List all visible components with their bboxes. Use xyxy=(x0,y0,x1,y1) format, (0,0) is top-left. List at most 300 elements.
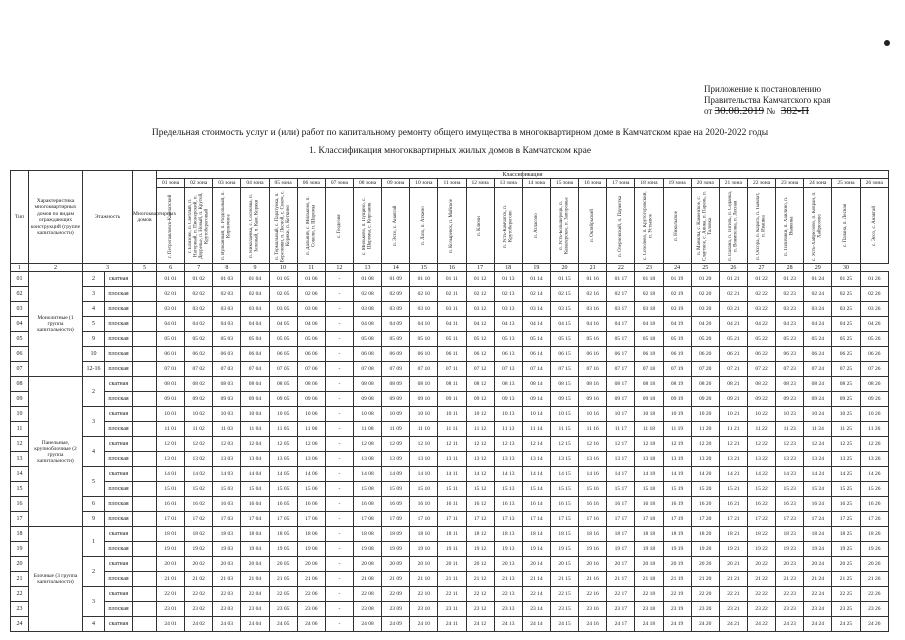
class-code: 01 16 xyxy=(579,272,607,287)
zone-places-7 xyxy=(325,188,353,264)
class-code: 24 06 xyxy=(297,617,325,632)
class-code: 04 19 xyxy=(663,317,691,332)
row-mkd-count xyxy=(133,527,157,542)
class-code: 05 10 xyxy=(410,332,438,347)
class-code: 01 06 xyxy=(297,272,325,287)
class-code: 03 05 xyxy=(269,302,297,317)
class-code: 19 25 xyxy=(832,542,860,557)
class-code: 14 01 xyxy=(157,467,185,482)
row-number: 10 xyxy=(11,407,29,422)
class-code: 13 19 xyxy=(663,452,691,467)
class-code: 19 13 xyxy=(494,542,522,557)
class-code: 16 01 xyxy=(157,497,185,512)
class-code: 06 01 xyxy=(157,347,185,362)
class-code: 18 20 xyxy=(691,527,719,542)
zone-places-6 xyxy=(297,188,325,264)
row-roof-kind: плоская xyxy=(105,572,133,587)
class-code: 10 13 xyxy=(494,407,522,422)
table-row xyxy=(11,482,889,497)
row-number: 18 xyxy=(11,527,29,542)
class-code: 11 18 xyxy=(635,422,663,437)
class-code: 08 02 xyxy=(185,377,213,392)
row-floors: 5 xyxy=(83,317,105,332)
class-code: 20 17 xyxy=(607,557,635,572)
class-code: 16 11 xyxy=(438,497,466,512)
class-code: 15 05 xyxy=(269,482,297,497)
class-code: 20 09 xyxy=(382,557,410,572)
class-code: 18 13 xyxy=(494,527,522,542)
class-code: 03 04 xyxy=(241,302,269,317)
header-characteristic xyxy=(29,171,83,264)
class-code: 01 24 xyxy=(804,272,832,287)
class-code: 17 05 xyxy=(269,512,297,527)
class-code: 12 01 xyxy=(157,437,185,452)
class-code: 22 05 xyxy=(269,587,297,602)
class-code: 18 25 xyxy=(832,527,860,542)
class-code: - xyxy=(325,302,353,317)
zone-places-8 xyxy=(353,188,381,264)
class-code: 03 24 xyxy=(804,302,832,317)
class-code: 03 19 xyxy=(663,302,691,317)
row-roof-kind: плоская xyxy=(105,422,133,437)
class-code: 20 15 xyxy=(550,557,578,572)
class-code: 19 01 xyxy=(157,542,185,557)
class-code: 09 08 xyxy=(353,392,381,407)
class-code: 03 26 xyxy=(860,302,888,317)
zone-header-5: 05 зона xyxy=(269,179,297,188)
class-code: - xyxy=(325,437,353,452)
class-code: 03 13 xyxy=(494,302,522,317)
class-code: 10 01 xyxy=(157,407,185,422)
class-code: 08 15 xyxy=(550,377,578,392)
class-code: 23 23 xyxy=(776,602,804,617)
class-code: 23 08 xyxy=(353,602,381,617)
class-code: 16 20 xyxy=(691,497,719,512)
class-code: 02 09 xyxy=(382,287,410,302)
class-code: 09 09 xyxy=(382,392,410,407)
row-roof-kind: плоская xyxy=(105,302,133,317)
class-code: 23 10 xyxy=(410,602,438,617)
class-code: 23 25 xyxy=(832,602,860,617)
zone-places-label: г. Елизово, п. Светлый, п. Нагорный, п. Пионерский, п. Двуречье, п. Новый, п. Крутой, Крутобереговый xyxy=(187,192,210,259)
class-code: 21 03 xyxy=(213,572,241,587)
zone-places-label: п. Тиличики, п. Хаилино, п. Вывенка xyxy=(784,195,795,256)
zone-header-14: 14 зона xyxy=(522,179,550,188)
class-code: 16 03 xyxy=(213,497,241,512)
row-roof-kind: плоская xyxy=(105,332,133,347)
class-code: 15 17 xyxy=(607,482,635,497)
class-code: 12 18 xyxy=(635,437,663,452)
zone-header-24: 24 зона xyxy=(804,179,832,188)
class-code: 22 18 xyxy=(635,587,663,602)
zone-header-19: 19 зона xyxy=(663,179,691,188)
class-code: 08 13 xyxy=(494,377,522,392)
class-code: 07 08 xyxy=(353,362,381,377)
class-code: 15 11 xyxy=(438,482,466,497)
row-roof-kind: плоская xyxy=(105,452,133,467)
zone-places-25 xyxy=(832,188,860,264)
column-number: 7 xyxy=(185,264,213,272)
class-code: 17 24 xyxy=(804,512,832,527)
class-code: 06 13 xyxy=(494,347,522,362)
row-mkd-count xyxy=(133,602,157,617)
class-code: 09 23 xyxy=(776,392,804,407)
zone-places-label: с. Палана, п. Лесная xyxy=(843,204,849,247)
class-code: 13 15 xyxy=(550,452,578,467)
class-code: 08 19 xyxy=(663,377,691,392)
row-number: 05 xyxy=(11,332,29,347)
class-code: 16 13 xyxy=(494,497,522,512)
class-code: 08 04 xyxy=(241,377,269,392)
zone-places-label: с. Мильково, п. Пущино, с. Шаромы, с. Кирганик xyxy=(362,196,373,255)
class-code: 08 03 xyxy=(213,377,241,392)
class-code: 19 20 xyxy=(691,542,719,557)
class-code: 13 05 xyxy=(269,452,297,467)
row-number: 24 xyxy=(11,617,29,632)
class-code: 03 21 xyxy=(719,302,747,317)
class-code: 16 19 xyxy=(663,497,691,512)
class-code: 12 24 xyxy=(804,437,832,452)
row-floors: 2 xyxy=(83,377,105,407)
class-code: 12 05 xyxy=(269,437,297,452)
class-code: 17 23 xyxy=(776,512,804,527)
class-code: 09 02 xyxy=(185,392,213,407)
class-code: 03 01 xyxy=(157,302,185,317)
appendix-block xyxy=(704,84,889,117)
class-code: 04 08 xyxy=(353,317,381,332)
row-floors: 3 xyxy=(83,287,105,302)
class-code: 07 12 xyxy=(466,362,494,377)
class-code: 24 23 xyxy=(776,617,804,632)
class-code: 14 17 xyxy=(607,467,635,482)
row-number: 01 xyxy=(11,272,29,287)
class-code: 08 24 xyxy=(804,377,832,392)
class-code: 21 05 xyxy=(269,572,297,587)
class-code: 11 11 xyxy=(438,422,466,437)
class-code: 17 13 xyxy=(494,512,522,527)
row-mkd-count xyxy=(133,617,157,632)
zone-header-12: 12 зона xyxy=(466,179,494,188)
class-code: 02 08 xyxy=(353,287,381,302)
class-code: 17 14 xyxy=(522,512,550,527)
class-code: 08 23 xyxy=(776,377,804,392)
class-code: 09 24 xyxy=(804,392,832,407)
class-code: 14 05 xyxy=(269,467,297,482)
class-code: 01 14 xyxy=(522,272,550,287)
class-code: 13 21 xyxy=(719,452,747,467)
class-code: 22 11 xyxy=(438,587,466,602)
row-roof-kind: скатная xyxy=(105,557,133,572)
class-code: 21 02 xyxy=(185,572,213,587)
class-code: 03 15 xyxy=(550,302,578,317)
row-roof-kind: плоская xyxy=(105,287,133,302)
class-code: 01 22 xyxy=(747,272,775,287)
class-code: 06 25 xyxy=(832,347,860,362)
class-code: 18 11 xyxy=(438,527,466,542)
class-code: 04 03 xyxy=(213,317,241,332)
zone-places-label: п. Вулканный, п. Раздольный, п. Кирпичное xyxy=(221,191,232,260)
zone-places-label: п. Ключи xyxy=(477,215,483,236)
class-code: 11 16 xyxy=(579,422,607,437)
zone-places-15 xyxy=(550,188,578,264)
class-code: 17 21 xyxy=(719,512,747,527)
row-roof-kind: плоская xyxy=(105,362,133,377)
class-code: 05 20 xyxy=(691,332,719,347)
class-code: 16 18 xyxy=(635,497,663,512)
class-code: 13 17 xyxy=(607,452,635,467)
class-code: 04 26 xyxy=(860,317,888,332)
class-code: 03 20 xyxy=(691,302,719,317)
class-code: 14 21 xyxy=(719,467,747,482)
classification-table xyxy=(10,170,889,632)
zone-places-2 xyxy=(185,188,213,264)
row-mkd-count xyxy=(133,347,157,362)
class-code: 13 22 xyxy=(747,452,775,467)
class-code: 24 12 xyxy=(466,617,494,632)
class-code: 22 01 xyxy=(157,587,185,602)
zone-header-13: 13 зона xyxy=(494,179,522,188)
class-code: - xyxy=(325,362,353,377)
class-code: 10 25 xyxy=(832,407,860,422)
class-code: 10 19 xyxy=(663,407,691,422)
class-code: 07 04 xyxy=(241,362,269,377)
class-code: 22 10 xyxy=(410,587,438,602)
row-group-type-label: Монолитные (1 группа капитальности) xyxy=(37,315,74,333)
table-row xyxy=(11,407,889,422)
row-number: 02 xyxy=(11,287,29,302)
class-code: 05 01 xyxy=(157,332,185,347)
class-code: 12 08 xyxy=(353,437,381,452)
class-code: 18 01 xyxy=(157,527,185,542)
class-code: 23 17 xyxy=(607,602,635,617)
class-code: 18 14 xyxy=(522,527,550,542)
class-code: 07 10 xyxy=(410,362,438,377)
class-code: 02 01 xyxy=(157,287,185,302)
class-code: 02 10 xyxy=(410,287,438,302)
class-code: 03 03 xyxy=(213,302,241,317)
zone-places-label: с. Соболево, п. Крутогоровский, п. Устьевое xyxy=(643,191,654,260)
class-code: 02 23 xyxy=(776,287,804,302)
row-floors: 5 xyxy=(83,467,105,497)
class-code: 01 09 xyxy=(382,272,410,287)
header-mkd-label: Многоквартирных домов xyxy=(133,210,177,223)
class-code: 15 25 xyxy=(832,482,860,497)
scan-dot xyxy=(884,40,890,46)
zone-places-26 xyxy=(860,188,888,264)
class-code: 20 04 xyxy=(241,557,269,572)
class-code: 19 09 xyxy=(382,542,410,557)
class-code: 17 01 xyxy=(157,512,185,527)
class-code: 21 09 xyxy=(382,572,410,587)
class-code: 23 02 xyxy=(185,602,213,617)
class-code: 12 14 xyxy=(522,437,550,452)
class-code: 23 09 xyxy=(382,602,410,617)
class-code: 05 14 xyxy=(522,332,550,347)
class-code: 04 04 xyxy=(241,317,269,332)
class-code: 12 25 xyxy=(832,437,860,452)
class-code: 06 17 xyxy=(607,347,635,362)
column-number: 25 xyxy=(691,264,719,272)
class-code: 02 02 xyxy=(185,287,213,302)
class-code: 15 12 xyxy=(466,482,494,497)
class-code: 02 18 xyxy=(635,287,663,302)
class-code: 09 14 xyxy=(522,392,550,407)
class-code: 11 14 xyxy=(522,422,550,437)
class-code: 09 17 xyxy=(607,392,635,407)
row-floors: 3 xyxy=(83,587,105,617)
class-code: 17 15 xyxy=(550,512,578,527)
column-number: 29 xyxy=(804,264,832,272)
class-code: 15 16 xyxy=(579,482,607,497)
column-number: 16 xyxy=(438,264,466,272)
class-code: 08 21 xyxy=(719,377,747,392)
row-number: 16 xyxy=(11,497,29,512)
appendix-from: от xyxy=(704,106,713,116)
class-code: 11 06 xyxy=(297,422,325,437)
row-mkd-count xyxy=(133,497,157,512)
row-number: 22 xyxy=(11,587,29,602)
class-code: 09 16 xyxy=(579,392,607,407)
class-code: 02 20 xyxy=(691,287,719,302)
class-code: 05 11 xyxy=(438,332,466,347)
zone-places-label: п. Никольское xyxy=(674,210,680,241)
row-roof-kind: плоская xyxy=(105,347,133,362)
document-title: Предельная стоимость услуг и (или) работ по капитальному ремонту общего имущества в многоквартирном доме в Камчатском крае на 2020-2022 годы xyxy=(151,128,769,138)
class-code: 10 11 xyxy=(438,407,466,422)
class-code: 08 01 xyxy=(157,377,185,392)
class-code: 11 19 xyxy=(663,422,691,437)
class-code: 23 22 xyxy=(747,602,775,617)
row-roof-kind: плоская xyxy=(105,317,133,332)
class-code: 23 12 xyxy=(466,602,494,617)
class-code: 03 22 xyxy=(747,302,775,317)
class-code: 12 12 xyxy=(466,437,494,452)
class-code: 15 23 xyxy=(776,482,804,497)
class-code: 14 02 xyxy=(185,467,213,482)
class-code: 11 21 xyxy=(719,422,747,437)
class-code: 13 25 xyxy=(832,452,860,467)
class-code: 18 18 xyxy=(635,527,663,542)
column-number: 15 xyxy=(410,264,438,272)
class-code: 16 25 xyxy=(832,497,860,512)
zone-places-label: п. Усть-Большерецк, п. Кавалерское, п. Запорожье xyxy=(559,197,570,254)
class-code: 24 11 xyxy=(438,617,466,632)
column-number: 12 xyxy=(325,264,353,272)
row-roof-kind: плоская xyxy=(105,482,133,497)
class-code: 11 15 xyxy=(550,422,578,437)
class-code: 17 12 xyxy=(466,512,494,527)
class-code: 13 09 xyxy=(382,452,410,467)
class-code: 08 11 xyxy=(438,377,466,392)
class-code: 17 22 xyxy=(747,512,775,527)
class-code: 01 11 xyxy=(438,272,466,287)
class-code: 18 24 xyxy=(804,527,832,542)
class-code: 06 06 xyxy=(297,347,325,362)
class-code: 05 02 xyxy=(185,332,213,347)
class-code: 15 01 xyxy=(157,482,185,497)
class-code: 18 02 xyxy=(185,527,213,542)
class-code: 12 22 xyxy=(747,437,775,452)
class-code: 17 09 xyxy=(382,512,410,527)
class-code: 12 03 xyxy=(213,437,241,452)
class-code: - xyxy=(325,467,353,482)
class-code: 21 19 xyxy=(663,572,691,587)
class-code: 20 21 xyxy=(719,557,747,572)
class-code: 15 24 xyxy=(804,482,832,497)
class-code: 03 23 xyxy=(776,302,804,317)
class-code: 23 19 xyxy=(663,602,691,617)
class-code: 10 14 xyxy=(522,407,550,422)
class-code: 19 04 xyxy=(241,542,269,557)
row-mkd-count xyxy=(133,437,157,452)
class-code: 23 24 xyxy=(804,602,832,617)
header-type-label: Тип xyxy=(14,213,25,220)
class-code: 09 04 xyxy=(241,392,269,407)
class-code: 14 18 xyxy=(635,467,663,482)
class-code: 02 15 xyxy=(550,287,578,302)
zone-header-17: 17 зона xyxy=(607,179,635,188)
class-code: 18 10 xyxy=(410,527,438,542)
class-code: 04 10 xyxy=(410,317,438,332)
class-code: 12 17 xyxy=(607,437,635,452)
class-code: - xyxy=(325,542,353,557)
class-code: 10 26 xyxy=(860,407,888,422)
row-mkd-count xyxy=(133,377,157,392)
class-code: 19 18 xyxy=(635,542,663,557)
class-code: 09 25 xyxy=(832,392,860,407)
class-code: 22 23 xyxy=(776,587,804,602)
class-code: 21 25 xyxy=(832,572,860,587)
class-code: 22 13 xyxy=(494,587,522,602)
row-roof-kind: скатная xyxy=(105,467,133,482)
class-code: 07 11 xyxy=(438,362,466,377)
zone-header-9: 09 зона xyxy=(382,179,410,188)
class-code: 24 25 xyxy=(832,617,860,632)
class-code: 13 12 xyxy=(466,452,494,467)
zone-header-26: 26 зона xyxy=(860,179,888,188)
zone-places-label: п. Лазо, п. Аткино xyxy=(421,206,427,245)
class-code: 24 03 xyxy=(213,617,241,632)
column-number: 22 xyxy=(607,264,635,272)
class-code: 08 09 xyxy=(382,377,410,392)
class-code: 04 24 xyxy=(804,317,832,332)
column-number: 14 xyxy=(382,264,410,272)
class-code: 19 23 xyxy=(776,542,804,557)
class-code: 10 20 xyxy=(691,407,719,422)
class-code: 04 25 xyxy=(832,317,860,332)
class-code: 08 06 xyxy=(297,377,325,392)
class-code: 12 04 xyxy=(241,437,269,452)
class-code: 20 24 xyxy=(804,557,832,572)
class-code: 05 19 xyxy=(663,332,691,347)
column-number: 9 xyxy=(241,264,269,272)
class-code: 13 10 xyxy=(410,452,438,467)
class-code: 15 26 xyxy=(860,482,888,497)
class-code: 03 08 xyxy=(353,302,381,317)
zone-places-23 xyxy=(776,188,804,264)
table-row xyxy=(11,587,889,602)
class-code: 01 13 xyxy=(494,272,522,287)
class-code: 03 12 xyxy=(466,302,494,317)
class-code: 21 08 xyxy=(353,572,381,587)
class-code: 04 18 xyxy=(635,317,663,332)
class-code: 07 17 xyxy=(607,362,635,377)
zone-header-20: 20 зона xyxy=(691,179,719,188)
class-code: 01 18 xyxy=(635,272,663,287)
row-number: 15 xyxy=(11,482,29,497)
class-code: 24 08 xyxy=(353,617,381,632)
zone-places-22 xyxy=(747,188,775,264)
